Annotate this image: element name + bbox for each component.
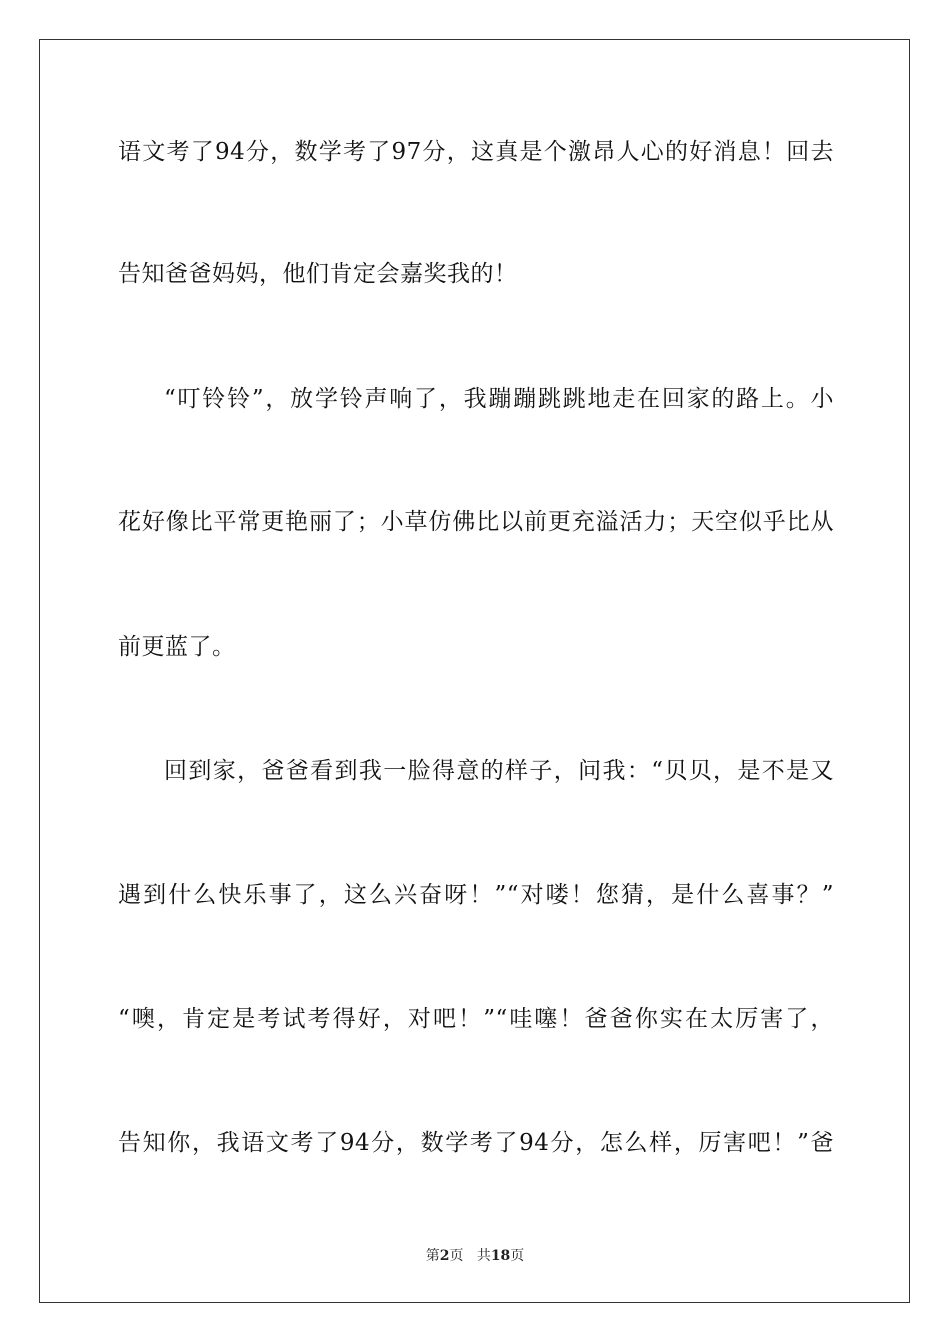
text-line-7: 遇到什么快乐事了，这么兴奋呀！”“对喽！您猜，是什么喜事？” [118,882,834,908]
text-line-9: 告知你，我语文考了94分，数学考了94分，怎么样，厉害吧！”爸 [118,1130,834,1156]
page-suffix: 页 [449,1248,464,1264]
text-line-8: “噢，肯定是考试考得好，对吧！”“哇噻！爸爸你实在太厉害了， [118,1006,834,1032]
page-border [39,39,910,1303]
text-line-6: 回到家，爸爸看到我一脸得意的样子，问我：“贝贝，是不是又 [164,758,834,784]
text-line-2: 告知爸爸妈妈，他们肯定会嘉奖我的！ [118,261,518,287]
page-prefix: 第 [425,1248,440,1264]
text-line-5: 前更蓝了。 [118,634,236,660]
text-line-1: 语文考了94分，数学考了97分，这真是个激昂人心的好消息！回去 [118,139,834,165]
total-pages: 18 [490,1248,511,1264]
page-number: 2 [439,1248,450,1264]
text-line-3: “叮铃铃”，放学铃声响了，我蹦蹦跳跳地走在回家的路上。小 [164,386,834,412]
total-suffix: 页 [510,1248,525,1264]
text-line-4: 花好像比平常更艳丽了；小草仿佛比以前更充溢活力；天空似乎比从 [118,509,834,535]
total-prefix: 共 [476,1248,491,1264]
page-footer [0,1247,950,1265]
